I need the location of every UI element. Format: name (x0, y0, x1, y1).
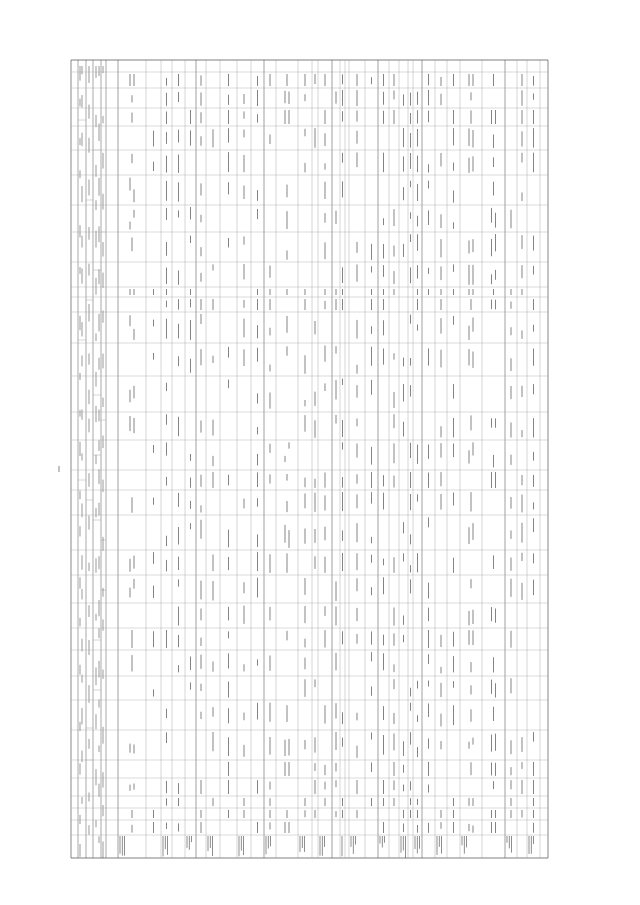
table-row-rules (118, 60, 540, 858)
table-column-rules (71, 72, 548, 835)
table-header-block (78, 60, 106, 858)
table-outer-frame (71, 60, 548, 858)
table-cell-text (120, 74, 534, 858)
